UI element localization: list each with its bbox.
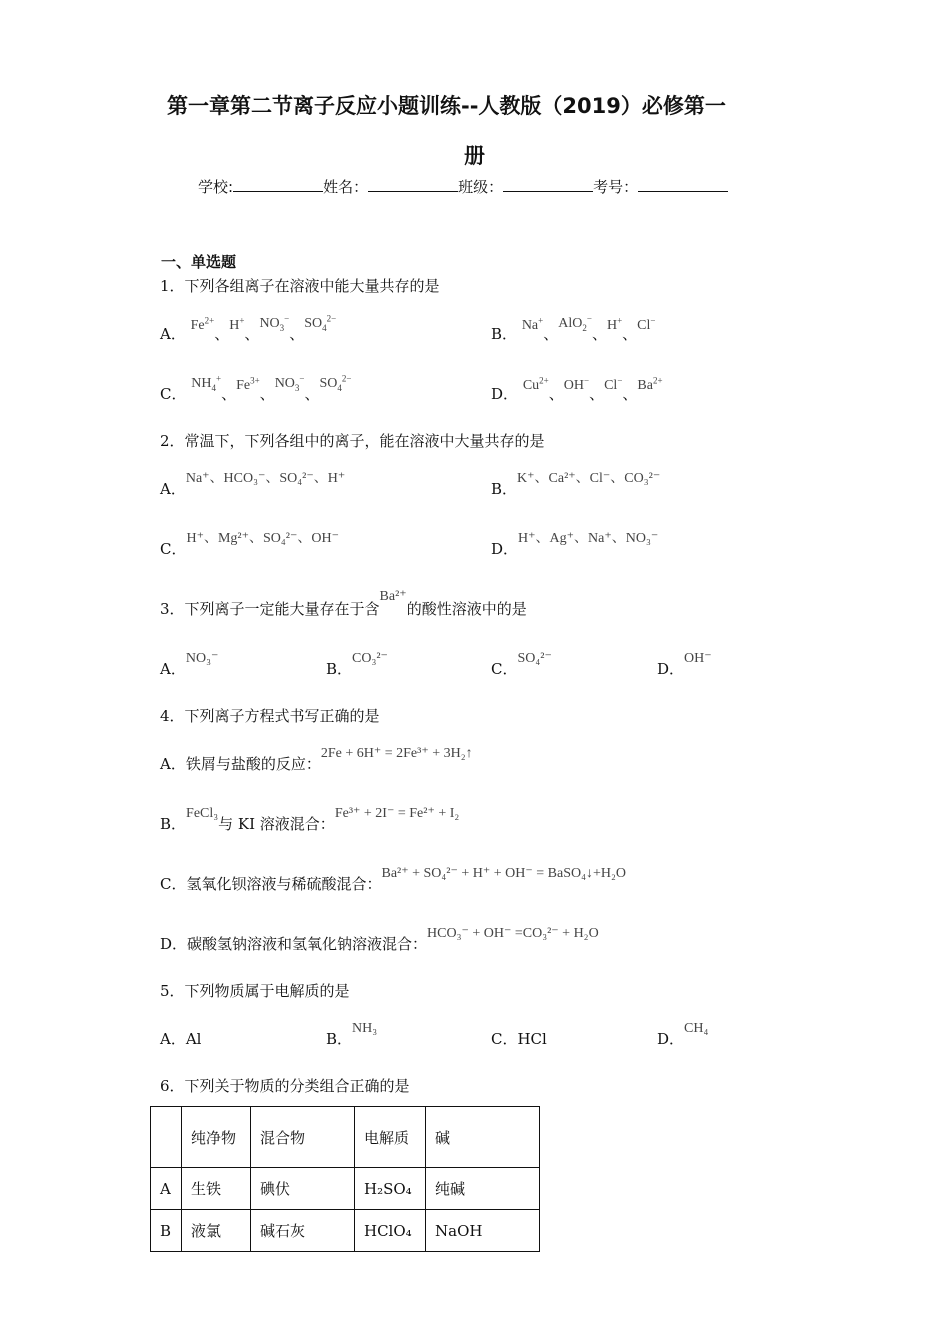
q5-option-b[interactable]: B．NH₃: [326, 1021, 378, 1048]
q4-option-c[interactable]: C．氢氧化钡溶液与稀硫酸混合：Ba²⁺ + SO₄²⁻ + H⁺ + OH⁻ = BaSO₄↓+H₂O: [160, 866, 627, 893]
q6-stem: 6．下列关于物质的分类组合正确的是: [160, 1077, 410, 1095]
q5-option-a[interactable]: A．Al: [160, 1030, 202, 1048]
q4-stem: 4．下列离子方程式书写正确的是: [160, 707, 380, 725]
table-header-cell: [151, 1107, 182, 1168]
q2-option-c[interactable]: C．H⁺、Mg²⁺、SO₄²⁻、OH⁻: [160, 531, 339, 558]
table-cell: NaOH: [426, 1210, 540, 1252]
q1-c-ions: $NH_4^+$: [191, 373, 222, 393]
table-header-cell: 纯净物: [182, 1107, 251, 1168]
class-field[interactable]: [503, 177, 593, 192]
q3-option-a[interactable]: A．NO₃⁻: [160, 651, 219, 678]
q3-option-b[interactable]: B．CO₃²⁻: [326, 651, 388, 678]
q3-stem: 3．下列离子一定能大量存在于含Ba²⁺的酸性溶液中的是: [160, 589, 527, 618]
table-cell: H₂SO₄: [355, 1168, 426, 1210]
table-cell: B: [151, 1210, 182, 1252]
q4-option-a[interactable]: A．铁屑与盐酸的反应：2Fe + 6H⁺ = 2Fe³⁺ + 3H₂↑: [160, 746, 473, 773]
table-header-cell: 电解质: [355, 1107, 426, 1168]
q2-b-ions: K⁺、Ca²⁺、Cl⁻、CO₃²⁻: [517, 471, 661, 486]
section-title: 一、单选题: [161, 253, 237, 271]
table-cell: 碘伏: [251, 1168, 355, 1210]
q2-a-ions: Na⁺、HCO₃⁻、SO₄²⁻、H⁺: [185, 471, 346, 486]
q2-d-ions: H⁺、Ag⁺、Na⁺、NO₃⁻: [518, 531, 659, 546]
name-label: 姓名：: [323, 178, 369, 196]
table-header-row: [151, 1107, 540, 1168]
table-cell: 液氯: [182, 1210, 251, 1252]
page-title-line2: 册: [464, 144, 485, 168]
page-title: 第一章第二节离子反应小题训练--人教版（2019）必修第一: [167, 94, 726, 118]
table-cell: A: [151, 1168, 182, 1210]
q1-option-d[interactable]: D． $Cu^{2+}$、OH−、Cl−、$Ba^{2+}$: [491, 375, 663, 403]
q4-b-reagent: FeCl₃: [186, 806, 219, 821]
table-row: [151, 1168, 540, 1210]
table-cell: 碱石灰: [251, 1210, 355, 1252]
exam-no-label: 考号：: [593, 178, 639, 196]
q2-c-ions: H⁺、Mg²⁺、SO₄²⁻、OH⁻: [186, 531, 339, 546]
table-header-cell: 碱: [426, 1107, 540, 1168]
class-label: 班级：: [458, 178, 504, 196]
table-header-cell: 混合物: [251, 1107, 355, 1168]
q3-ion: Ba²⁺: [379, 589, 407, 604]
q4-b-equation: Fe³⁺ + 2I⁻ = Fe²⁺ + I₂: [334, 806, 460, 821]
q1-option-a[interactable]: A． $Fe^{2+}$、H+、$NO_3^-$、$SO_4^{2-}$: [160, 313, 337, 343]
school-field[interactable]: [233, 177, 323, 192]
table-cell: 纯碱: [426, 1168, 540, 1210]
q4-a-equation: 2Fe + 6H⁺ = 2Fe³⁺ + 3H₂↑: [320, 746, 473, 761]
q4-c-equation: Ba²⁺ + SO₄²⁻ + H⁺ + OH⁻ = BaSO₄↓+H₂O: [381, 866, 627, 881]
q1-d-ions: $Cu^{2+}$: [522, 375, 549, 393]
student-info: [198, 176, 728, 197]
name-field[interactable]: [368, 177, 458, 192]
school-label: 学校:: [198, 178, 234, 196]
q4-option-b[interactable]: B．FeCl₃与 KI 溶液混合：Fe³⁺ + 2I⁻ = Fe²⁺ + I₂: [160, 806, 460, 833]
q1-a-ions: $Fe^{2+}$: [190, 315, 215, 333]
q3-option-c[interactable]: C．SO₄²⁻: [491, 651, 552, 678]
q5-option-c[interactable]: C．HCl: [491, 1030, 547, 1048]
q5-option-d[interactable]: D．CH₄: [657, 1021, 709, 1048]
q4-d-equation: HCO₃⁻ + OH⁻ =CO₃²⁻ + H₂O: [427, 926, 599, 941]
q1-option-b[interactable]: B． Na+、AlO$_2$−、H+、Cl−: [491, 313, 656, 343]
table-cell: HClO₄: [355, 1210, 426, 1252]
q1-stem: 1．下列各组离子在溶液中能大量共存的是: [160, 277, 440, 295]
table-cell: 生铁: [182, 1168, 251, 1210]
q2-option-d[interactable]: D．H⁺、Ag⁺、Na⁺、NO₃⁻: [491, 531, 659, 558]
q1-b-ions: Na+: [521, 315, 544, 333]
classification-table: [150, 1106, 540, 1252]
q3-option-d[interactable]: D．OH⁻: [657, 651, 712, 678]
q2-option-a[interactable]: A．Na⁺、HCO₃⁻、SO₄²⁻、H⁺: [160, 471, 346, 498]
q5-stem: 5．下列物质属于电解质的是: [160, 982, 350, 1000]
q2-stem: 2．常温下，下列各组中的离子，能在溶液中大量共存的是: [160, 432, 545, 450]
q2-option-b[interactable]: B．K⁺、Ca²⁺、Cl⁻、CO₃²⁻: [491, 471, 661, 498]
table-row: [151, 1210, 540, 1252]
exam-no-field[interactable]: [638, 177, 728, 192]
q1-option-c[interactable]: C． $NH_4^+$、$Fe^{3+}$、$NO_3^-$、$SO_4^{2-}$: [160, 373, 352, 403]
q4-option-d[interactable]: D．碳酸氢钠溶液和氢氧化钠溶液混合：HCO₃⁻ + OH⁻ =CO₃²⁻ + H₂O: [160, 926, 599, 953]
